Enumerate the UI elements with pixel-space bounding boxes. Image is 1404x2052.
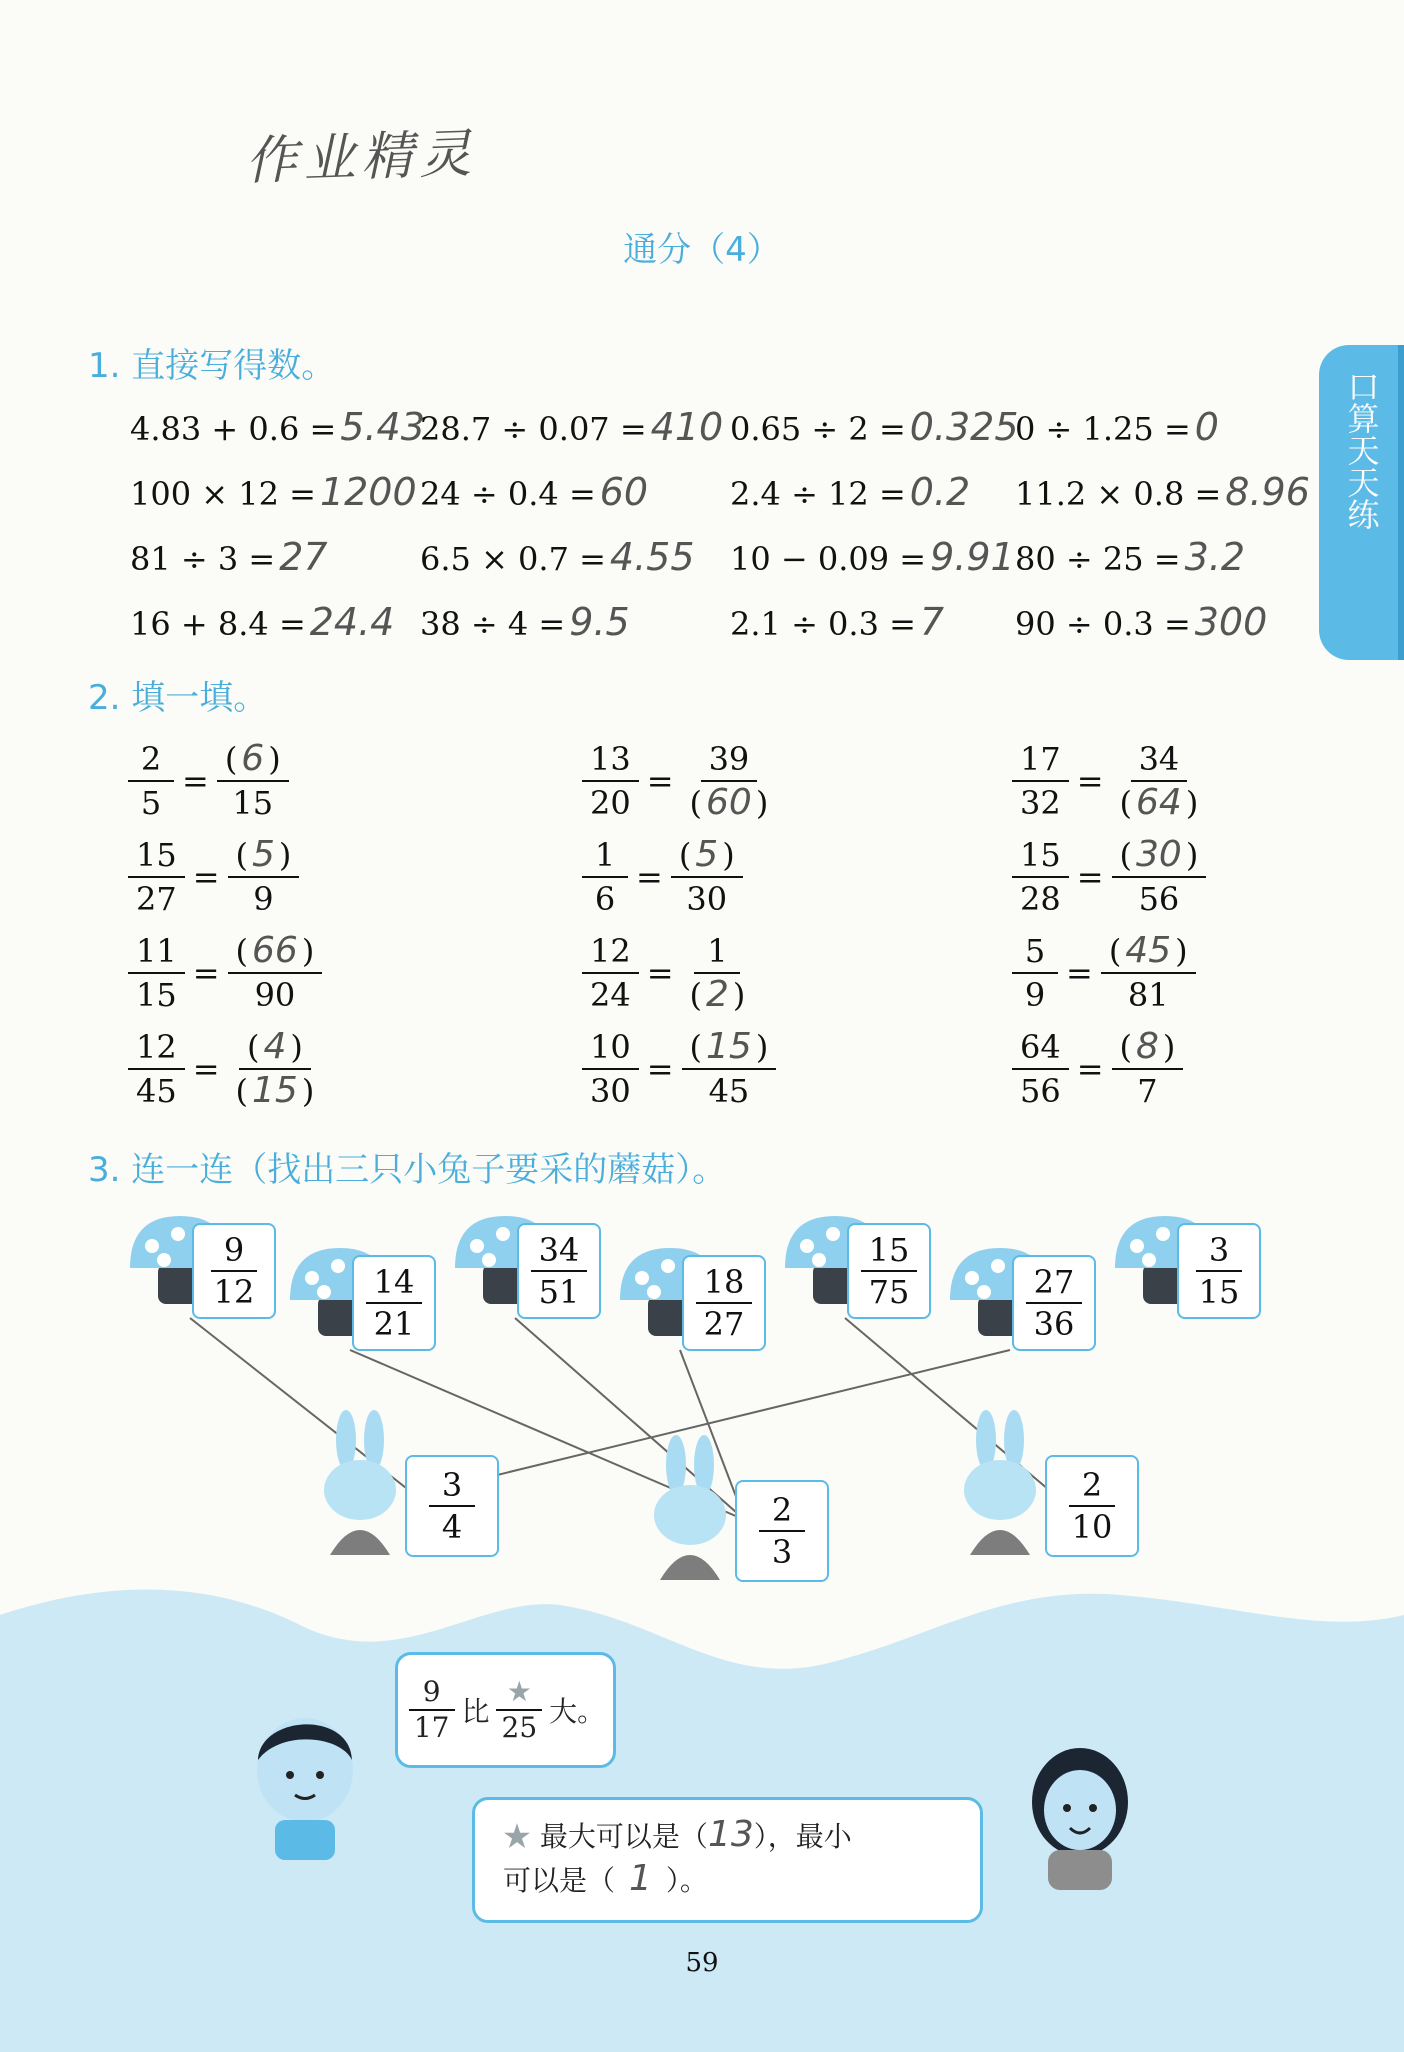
equals-sign: = bbox=[182, 762, 209, 800]
q3-heading: 3. 连一连（找出三只小兔子要采的蘑菇）。 bbox=[88, 1150, 727, 1190]
q1-expression: 0 ÷ 1.25 = bbox=[1015, 410, 1191, 448]
equals-sign: = bbox=[192, 954, 220, 992]
q2-left-fraction-numerator: 11 bbox=[128, 930, 185, 974]
q1-expression: 4.83 + 0.6 = bbox=[130, 410, 337, 448]
equals-sign: = bbox=[1076, 762, 1104, 800]
mushroom-card bbox=[517, 1223, 601, 1319]
open-paren: ( bbox=[235, 932, 249, 970]
close-paren: ) bbox=[1175, 932, 1188, 970]
q2-left-fraction-numerator: 1 bbox=[582, 834, 628, 878]
q2-right-fraction-denominator: 7 bbox=[1137, 1072, 1158, 1110]
boy-fraction-1 bbox=[406, 1675, 458, 1745]
girl-answer-min: 1 bbox=[629, 1858, 652, 1899]
q2-left-fraction-denominator: 30 bbox=[590, 1072, 631, 1110]
close-paren: ) bbox=[301, 1072, 315, 1110]
q2-left-fraction-denominator: 56 bbox=[1020, 1072, 1061, 1110]
mushroom-card bbox=[352, 1255, 436, 1351]
q2-right-fraction-denominator: 9 bbox=[253, 880, 274, 918]
mushroom-card-fraction bbox=[206, 1230, 263, 1312]
girl-text-max-label: 最大可以是（ bbox=[539, 1820, 708, 1853]
equals-sign: = bbox=[192, 1050, 220, 1088]
fraction-numerator: 34 bbox=[531, 1230, 588, 1272]
q1-handwritten-answer: 27 bbox=[279, 535, 328, 579]
boy-fraction-2-denominator: 25 bbox=[501, 1711, 538, 1744]
page-number: 59 bbox=[685, 1948, 719, 1978]
q1-handwritten-answer: 410 bbox=[650, 405, 724, 449]
q2-right-fraction-denominator: 15 bbox=[232, 784, 274, 822]
q1-handwritten-answer: 60 bbox=[599, 470, 649, 514]
girl-figure bbox=[1020, 1740, 1140, 1890]
boy-text-end: 大。 bbox=[549, 1695, 606, 1728]
q2-left-fraction-denominator: 6 bbox=[594, 880, 616, 918]
boy-speech-bubble bbox=[395, 1652, 616, 1768]
section-title: 通分（4） bbox=[623, 230, 781, 270]
q2-left-fraction-denominator: 28 bbox=[1020, 880, 1061, 918]
q2-handwritten-answer: 64 bbox=[1136, 782, 1182, 823]
fraction-denominator: 75 bbox=[868, 1273, 910, 1311]
q2-left-fraction-denominator: 20 bbox=[590, 784, 631, 822]
close-paren: ) bbox=[755, 784, 769, 822]
q1-expression: 16 + 8.4 = bbox=[130, 605, 306, 643]
boy-figure bbox=[240, 1700, 370, 1860]
fraction-numerator: 15 bbox=[861, 1230, 918, 1272]
open-paren: ( bbox=[235, 1072, 249, 1110]
mushroom-card-fraction bbox=[861, 1230, 918, 1312]
q2-left-fraction-numerator: 12 bbox=[128, 1026, 185, 1070]
q2-handwritten-answer: 15 bbox=[706, 1026, 752, 1067]
q2-left-fraction-denominator: 45 bbox=[136, 1072, 177, 1110]
fraction-numerator: 3 bbox=[429, 1465, 475, 1507]
close-paren: ) bbox=[755, 1028, 769, 1066]
rabbit-card bbox=[1045, 1455, 1139, 1557]
open-paren: ( bbox=[235, 836, 249, 874]
q1-expression: 6.5 × 0.7 = bbox=[420, 540, 606, 578]
fraction-numerator: 3 bbox=[1196, 1230, 1242, 1272]
mushroom-card-fraction bbox=[366, 1262, 423, 1344]
q1-expression: 10 − 0.09 = bbox=[730, 540, 927, 578]
q1-expression: 2.4 ÷ 12 = bbox=[730, 475, 906, 513]
q2-left-fraction-denominator: 27 bbox=[136, 880, 177, 918]
equals-sign: = bbox=[646, 1050, 674, 1088]
q1-handwritten-answer: 5.43 bbox=[340, 405, 425, 449]
q2-left-fraction-numerator: 12 bbox=[582, 930, 639, 974]
q1-handwritten-answer: 0.325 bbox=[909, 405, 1019, 449]
mushroom-card-fraction bbox=[531, 1230, 588, 1312]
fraction-denominator: 3 bbox=[771, 1533, 793, 1571]
fraction-denominator: 51 bbox=[538, 1273, 580, 1311]
q1-expression: 11.2 × 0.8 = bbox=[1015, 475, 1222, 513]
open-paren: ( bbox=[1119, 784, 1133, 822]
fraction-denominator: 15 bbox=[1198, 1273, 1240, 1311]
fraction-denominator: 36 bbox=[1033, 1305, 1075, 1343]
open-paren: ( bbox=[689, 976, 703, 1014]
q1-expression: 0.65 ÷ 2 = bbox=[730, 410, 906, 448]
mushroom-card bbox=[682, 1255, 766, 1351]
q2-handwritten-answer: 60 bbox=[706, 782, 752, 823]
q2-handwritten-answer: 30 bbox=[1136, 834, 1182, 875]
q2-left-fraction-numerator: 15 bbox=[1012, 834, 1069, 878]
q1-handwritten-answer: 0.2 bbox=[909, 470, 971, 514]
fraction-numerator: 18 bbox=[696, 1262, 753, 1304]
equals-sign: = bbox=[192, 858, 220, 896]
fraction-denominator: 10 bbox=[1071, 1508, 1113, 1546]
q2-left-fraction-numerator: 2 bbox=[128, 738, 174, 782]
q1-handwritten-answer: 8.96 bbox=[1225, 470, 1310, 514]
mushroom-card bbox=[1177, 1223, 1261, 1319]
q2-left-fraction-numerator: 5 bbox=[1012, 930, 1058, 974]
boy-fraction-1-denominator: 17 bbox=[413, 1711, 450, 1744]
girl-text-end: ）。 bbox=[665, 1864, 708, 1897]
mushroom-card-fraction bbox=[696, 1262, 753, 1344]
equals-sign: = bbox=[1076, 1050, 1104, 1088]
q2-right-fraction-numerator: 1 bbox=[694, 930, 740, 974]
q2-handwritten-answer: 15 bbox=[252, 1070, 298, 1111]
close-paren: ) bbox=[268, 740, 281, 778]
star-icon: ★ bbox=[496, 1675, 542, 1711]
close-paren: ) bbox=[732, 976, 746, 1014]
q1-expression: 28.7 ÷ 0.07 = bbox=[420, 410, 647, 448]
fraction-denominator: 27 bbox=[703, 1305, 745, 1343]
q2-left-fraction-denominator: 32 bbox=[1020, 784, 1061, 822]
mushroom-card-fraction bbox=[1191, 1230, 1248, 1312]
q2-handwritten-answer: 8 bbox=[1136, 1026, 1159, 1067]
fraction-denominator: 21 bbox=[373, 1305, 415, 1343]
equals-sign: = bbox=[636, 858, 663, 896]
q1-handwritten-answer: 9.5 bbox=[569, 600, 630, 644]
boy-text-compare: 比 bbox=[461, 1695, 490, 1728]
rabbit-card bbox=[405, 1455, 499, 1557]
open-paren: ( bbox=[224, 740, 238, 778]
fraction-numerator: 27 bbox=[1026, 1262, 1083, 1304]
girl-speech-bubble bbox=[472, 1797, 983, 1923]
rabbit-card-fraction bbox=[759, 1490, 805, 1572]
equals-sign: = bbox=[646, 954, 674, 992]
q1-handwritten-answer: 1200 bbox=[319, 470, 417, 514]
q1-handwritten-answer: 300 bbox=[1194, 600, 1268, 644]
mushroom-card bbox=[1012, 1255, 1096, 1351]
equals-sign: = bbox=[1076, 858, 1104, 896]
q1-expression: 81 ÷ 3 = bbox=[130, 540, 276, 578]
close-paren: ) bbox=[290, 1028, 303, 1066]
girl-answer-max: 13 bbox=[707, 1814, 754, 1855]
open-paren: ( bbox=[1119, 1028, 1133, 1066]
rabbit-icon bbox=[654, 1435, 726, 1580]
q2-left-fraction-numerator: 13 bbox=[582, 738, 639, 782]
q2-handwritten-answer: 4 bbox=[263, 1026, 287, 1067]
equals-sign: = bbox=[1066, 954, 1093, 992]
close-paren: ) bbox=[1185, 836, 1199, 874]
q1-expression: 90 ÷ 0.3 = bbox=[1015, 605, 1191, 643]
q1-expression: 24 ÷ 0.4 = bbox=[420, 475, 596, 513]
q2-left-fraction-denominator: 24 bbox=[590, 976, 631, 1014]
q2-handwritten-answer: 2 bbox=[706, 974, 729, 1015]
q2-left-fraction-denominator: 15 bbox=[136, 976, 177, 1014]
q2-right-fraction-numerator: 34 bbox=[1131, 738, 1188, 782]
close-paren: ) bbox=[278, 836, 292, 874]
q2-right-fraction-denominator: 56 bbox=[1138, 880, 1180, 918]
open-paren: ( bbox=[246, 1028, 260, 1066]
handwritten-title: 作业精灵 bbox=[244, 123, 479, 193]
q2-right-fraction-denominator: 81 bbox=[1127, 976, 1169, 1014]
boy-fraction-1-numerator: 9 bbox=[409, 1675, 455, 1711]
equals-sign: = bbox=[646, 762, 674, 800]
close-paren: ) bbox=[301, 932, 315, 970]
q2-handwritten-answer: 6 bbox=[241, 738, 265, 779]
girl-text-min-label: ），最小 bbox=[753, 1820, 852, 1853]
q2-left-fraction-denominator: 9 bbox=[1024, 976, 1046, 1014]
open-paren: ( bbox=[1119, 836, 1133, 874]
q2-left-fraction-denominator: 5 bbox=[140, 784, 162, 822]
q1-expression: 2.1 ÷ 0.3 = bbox=[730, 605, 916, 643]
q2-right-fraction-denominator: 90 bbox=[254, 976, 296, 1014]
rabbit-card-fraction bbox=[429, 1465, 475, 1547]
q1-handwritten-answer: 4.55 bbox=[609, 535, 695, 579]
fraction-numerator: 14 bbox=[366, 1262, 423, 1304]
q1-expression: 80 ÷ 25 = bbox=[1015, 540, 1181, 578]
q2-handwritten-answer: 5 bbox=[695, 834, 719, 875]
open-paren: ( bbox=[689, 784, 703, 822]
q2-left-fraction-numerator: 15 bbox=[128, 834, 185, 878]
q2-left-fraction-numerator: 64 bbox=[1012, 1026, 1069, 1070]
mushroom-card bbox=[847, 1223, 931, 1319]
q2-left-fraction-numerator: 17 bbox=[1012, 738, 1069, 782]
fraction-denominator: 12 bbox=[213, 1273, 255, 1311]
q2-heading: 2. 填一填。 bbox=[88, 678, 268, 718]
girl-text-min-prefix: 可以是（ bbox=[503, 1864, 616, 1897]
q2-right-fraction-numerator: 39 bbox=[701, 738, 758, 782]
rabbit-card-fraction bbox=[1064, 1465, 1121, 1547]
q1-handwritten-answer: 7 bbox=[919, 600, 945, 644]
mushroom-card-fraction bbox=[1026, 1262, 1083, 1344]
q2-handwritten-answer: 5 bbox=[252, 834, 275, 875]
fraction-numerator: 9 bbox=[211, 1230, 257, 1272]
open-paren: ( bbox=[1108, 932, 1122, 970]
rabbit-icon bbox=[964, 1410, 1036, 1555]
q1-handwritten-answer: 24.4 bbox=[309, 600, 395, 644]
q1-handwritten-answer: 9.91 bbox=[930, 535, 1015, 579]
fraction-numerator: 2 bbox=[759, 1490, 805, 1532]
open-paren: ( bbox=[678, 836, 692, 874]
q2-handwritten-answer: 66 bbox=[252, 930, 298, 971]
q2-left-fraction-numerator: 10 bbox=[582, 1026, 639, 1070]
mushroom-card bbox=[192, 1223, 276, 1319]
q1-expression: 100 × 12 = bbox=[130, 475, 316, 513]
fraction-numerator: 2 bbox=[1069, 1465, 1115, 1507]
open-paren: ( bbox=[689, 1028, 703, 1066]
tab-daily-practice-label: 口算天天练 bbox=[1342, 370, 1381, 530]
fraction-denominator: 4 bbox=[441, 1508, 463, 1546]
rabbit-card bbox=[735, 1480, 829, 1582]
q2-right-fraction-denominator: 30 bbox=[686, 880, 728, 918]
star-icon: ★ bbox=[503, 1820, 532, 1853]
q1-expression: 38 ÷ 4 = bbox=[420, 605, 566, 643]
close-paren: ) bbox=[1185, 784, 1199, 822]
q2-handwritten-answer: 45 bbox=[1125, 930, 1172, 971]
q1-handwritten-answer: 0 bbox=[1194, 405, 1219, 449]
q2-right-fraction-denominator: 45 bbox=[708, 1072, 750, 1110]
close-paren: ) bbox=[722, 836, 735, 874]
close-paren: ) bbox=[1162, 1028, 1176, 1066]
q1-heading: 1. 直接写得数。 bbox=[88, 346, 336, 386]
q1-handwritten-answer: 3.2 bbox=[1184, 535, 1246, 579]
boy-fraction-2 bbox=[494, 1675, 546, 1745]
